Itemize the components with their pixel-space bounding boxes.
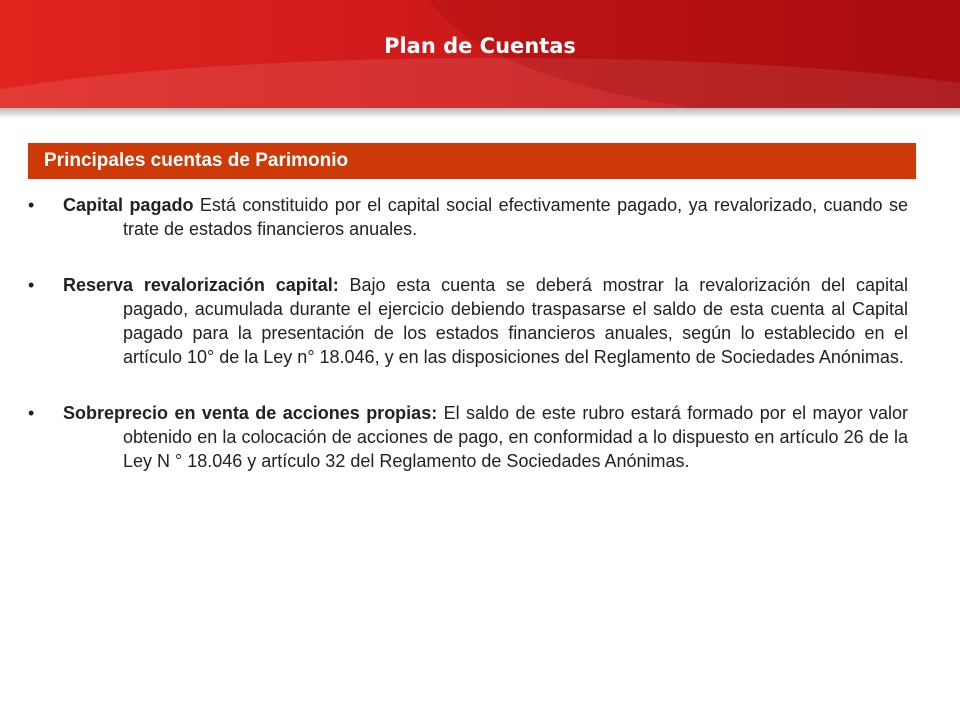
- item-term: Capital pagado: [63, 195, 194, 215]
- item-description: El saldo de este rubro estará formado por el mayor valor obtenido en la colocación de acciones de pago, en conformidad a lo dispuesto en artículo 26 de la Ley N ° 18.046 y artículo 32 del Reglamento de Sociedades Anónimas.: [123, 403, 908, 471]
- list-item-reserva-revalorizacion: [28, 273, 908, 369]
- item-term: Reserva revalorización capital:: [63, 275, 339, 295]
- bullet-icon: •: [28, 403, 35, 423]
- item-term: Sobreprecio en venta de acciones propias:: [63, 403, 438, 423]
- section-header-bar: [28, 143, 916, 179]
- list-item-capital-pagado: [28, 193, 908, 241]
- bullet-list: [28, 193, 908, 505]
- bullet-icon: •: [28, 195, 35, 215]
- banner-shadow: [0, 108, 960, 118]
- title-banner: [0, 0, 960, 108]
- list-item-sobreprecio: [28, 401, 908, 473]
- item-description: Bajo esta cuenta se deberá mostrar la revalorización del capital pagado, acumulada durante el ejercicio debiendo traspasarse el saldo de esta cuenta al Capital pagado para la presentación de los estados financieros anuales, según lo establecido en el artículo 10° de la Ley n° 18.046, y en las disposiciones del Reglamento de Sociedades Anónimas.: [123, 275, 908, 367]
- slide-title: Plan de Cuentas: [384, 34, 576, 58]
- item-description: Está constituido por el capital social efectivamente pagado, ya revalorizado, cuando se trate de estados financieros anuales.: [123, 195, 908, 239]
- bullet-icon: •: [28, 275, 35, 295]
- section-title: Principales cuentas de Parimonio: [44, 150, 349, 171]
